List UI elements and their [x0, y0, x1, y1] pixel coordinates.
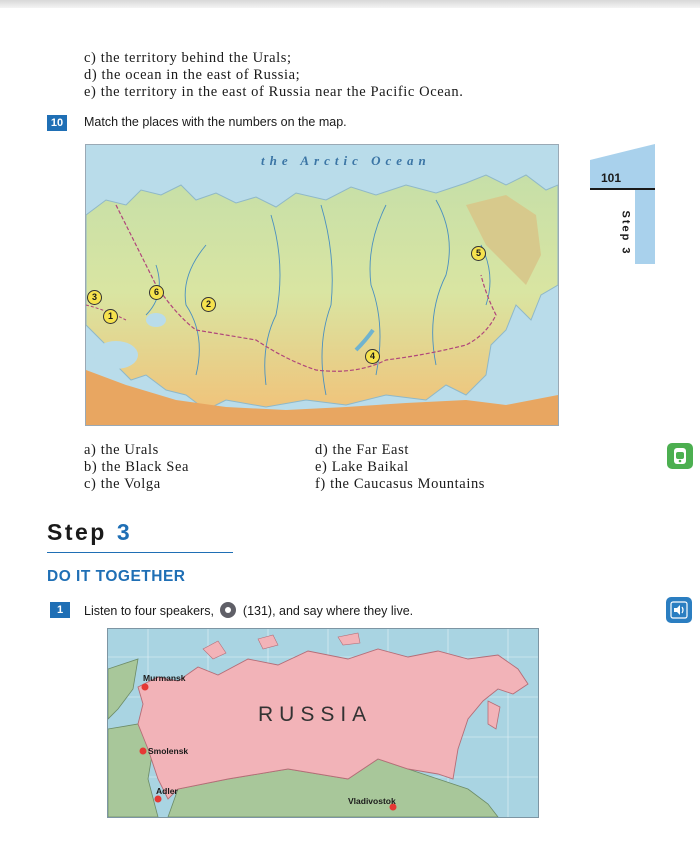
smolensk-dot [140, 748, 147, 755]
task-1-number: 1 [50, 602, 70, 618]
map-marker-6: 6 [149, 285, 164, 300]
task-1-instruction [84, 602, 413, 618]
answer-f: f) the Caucasus Mountains [315, 476, 486, 492]
page-section-label: Step 3 [619, 210, 632, 256]
cd-icon[interactable] [220, 602, 236, 618]
answer-c: c) the Volga [84, 476, 161, 492]
top-bar [0, 0, 700, 8]
option-c-top: c) the territory behind the Urals; [84, 50, 292, 66]
step-underline [47, 552, 233, 553]
map-marker-4: 4 [365, 349, 380, 364]
physical-map [85, 144, 559, 426]
map-marker-1: 1 [103, 309, 118, 324]
audio-button[interactable] [666, 597, 692, 623]
speaker-icon [666, 597, 692, 623]
section-heading: DO IT TOGETHER [47, 568, 186, 585]
task-1-text-before: Listen to four speakers, [84, 604, 214, 618]
touch-icon [667, 443, 693, 469]
page-tab [590, 144, 655, 264]
option-e-top: e) the territory in the east of Russia near the Pacific Ocean. [84, 84, 464, 100]
adler-dot [155, 796, 162, 803]
map-marker-5: 5 [471, 246, 486, 261]
touch-button[interactable] [667, 443, 693, 469]
russia-label: RUSSIA [258, 703, 373, 726]
city-vladivostok: Vladivostok [348, 796, 396, 806]
city-smolensk: Smolensk [148, 746, 189, 756]
map-marker-3: 3 [87, 290, 102, 305]
task-10-instruction: Match the places with the numbers on the map. [84, 115, 347, 129]
map-marker-2: 2 [201, 297, 216, 312]
city-adler: Adler [156, 786, 178, 796]
step-heading [47, 519, 132, 546]
caspian-sea [94, 341, 138, 369]
answer-d: d) the Far East [315, 442, 409, 458]
option-d-top: d) the ocean in the east of Russia; [84, 67, 301, 83]
murmansk-dot [142, 684, 149, 691]
azov-sea [146, 313, 166, 327]
answer-a: a) the Urals [84, 442, 159, 458]
answer-b: b) the Black Sea [84, 459, 190, 475]
city-murmansk: Murmansk [143, 673, 186, 683]
step-label: Step [47, 519, 107, 545]
step-number: 3 [116, 519, 133, 545]
answer-e: e) Lake Baikal [315, 459, 409, 475]
task-1-text-after: (131), and say where they live. [242, 604, 414, 618]
task-10-number: 10 [47, 115, 67, 131]
russia-map [107, 628, 539, 818]
arctic-ocean-label: the Arctic Ocean [261, 153, 431, 168]
page-number: 101 [601, 171, 622, 185]
